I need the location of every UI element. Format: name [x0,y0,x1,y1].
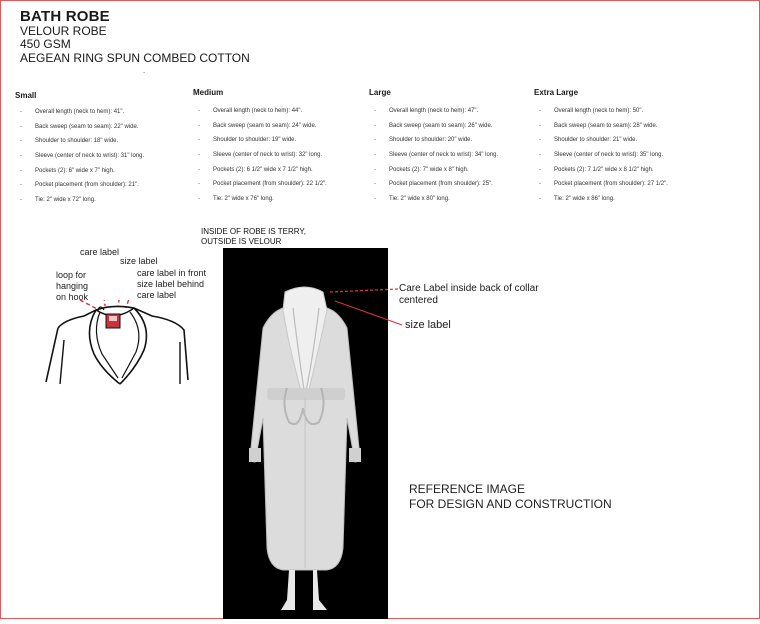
subtitle-material: AEGEAN RING SPUN COMBED COTTON [20,51,250,65]
spec-item: - Tie: 2" wide x 80" long. [369,192,498,207]
size-heading: Small [15,91,37,100]
spec-item: - Overall length (neck to hem): 50". [534,104,668,119]
subtitle-robe-type: VELOUR ROBE [20,24,107,38]
spec-item: - Overall length (neck to hem): 44". [193,104,327,119]
size-heading: Extra Large [534,88,579,97]
size-heading: Medium [193,88,224,97]
spec-item: - Overall length (neck to hem): 41". [15,105,144,120]
subtitle-weight: 450 GSM [20,37,71,51]
spec-item: - Pocket placement (from shoulder): 27 1/2". [534,177,668,192]
spec-item: - Sleeve (center of neck to wrist): 35" long. [534,148,668,163]
spec-item: - Back sweep (seam to seam): 26" wide. [369,119,498,134]
spec-item: - Tie: 2" wide x 72" long. [15,193,144,208]
reference-caption-line1: REFERENCE IMAGE [409,482,526,496]
spec-item: - Shoulder to shoulder: 20" wide. [369,133,498,148]
spec-item: - Back sweep (seam to seam): 22" wide. [15,120,144,135]
annotation-loop-line2: hanging [56,281,89,291]
photo-size-label-note: size label [405,319,451,331]
spec-item: - Pocket placement (from shoulder): 21". [15,178,144,193]
spec-item: - Pockets (2): 6" wide x 7" high. [15,164,144,179]
spec-item: - Pockets (2): 7" wide x 8" high. [369,163,498,178]
annotation-note-line1: care label in front [137,268,207,278]
spec-item: - Tie: 2" wide x 76" long. [193,192,327,207]
spec-item: - Sleeve (center of neck to wrist): 32" long. [193,148,327,163]
spec-item: - Back sweep (seam to seam): 24" wide. [193,119,327,134]
spec-item: - Shoulder to shoulder: 21" wide. [534,133,668,148]
photo-care-label-line1: Care Label inside back of collar [399,283,539,294]
size-heading: Large [369,88,391,97]
spec-item: - Shoulder to shoulder: 18" wide. [15,134,144,149]
spec-item: - Pocket placement (from shoulder): 25". [369,177,498,192]
reference-caption [409,482,612,512]
fabric-note-line2: OUTSIDE IS VELOUR [201,237,282,246]
annotation-loop-line3: on hook [56,292,89,302]
annotation-size-label: size label [120,256,158,266]
spec-item: - Pocket placement (from shoulder): 22 1/2". [193,177,327,192]
spec-item: - Overall length (neck to hem): 47". [369,104,498,119]
annotation-note-line2: size label behind [137,279,205,289]
spec-item: - Back sweep (seam to seam): 28" wide. [534,119,668,134]
photo-care-label-note [399,283,539,307]
annotation-loop-line1: loop for [56,270,87,280]
spec-item: - Shoulder to shoulder: 19" wide. [193,133,327,148]
spec-item: - Sleeve (center of neck to wrist): 31" long. [15,149,144,164]
page-title: BATH ROBE [20,8,110,25]
spec-item: - Pockets (2): 6 1/2" wide x 7 1/2" high. [193,163,327,178]
reference-caption-line2: FOR DESIGN AND CONSTRUCTION [409,497,612,511]
spec-item: - Sleeve (center of neck to wrist): 34" long. [369,148,498,163]
spec-item: - Tie: 2" wide x 86" long. [534,192,668,207]
photo-care-label-line2: centered [399,295,438,306]
fabric-note-line1: INSIDE OF ROBE IS TERRY, [201,227,306,236]
annotation-note-line3: care label [137,290,177,300]
spec-item: - Pockets (2): 7 1/2" wide x 8 1/2" high. [534,163,668,178]
annotation-care-label: care label [80,247,120,257]
stray-mark: . [143,66,146,75]
